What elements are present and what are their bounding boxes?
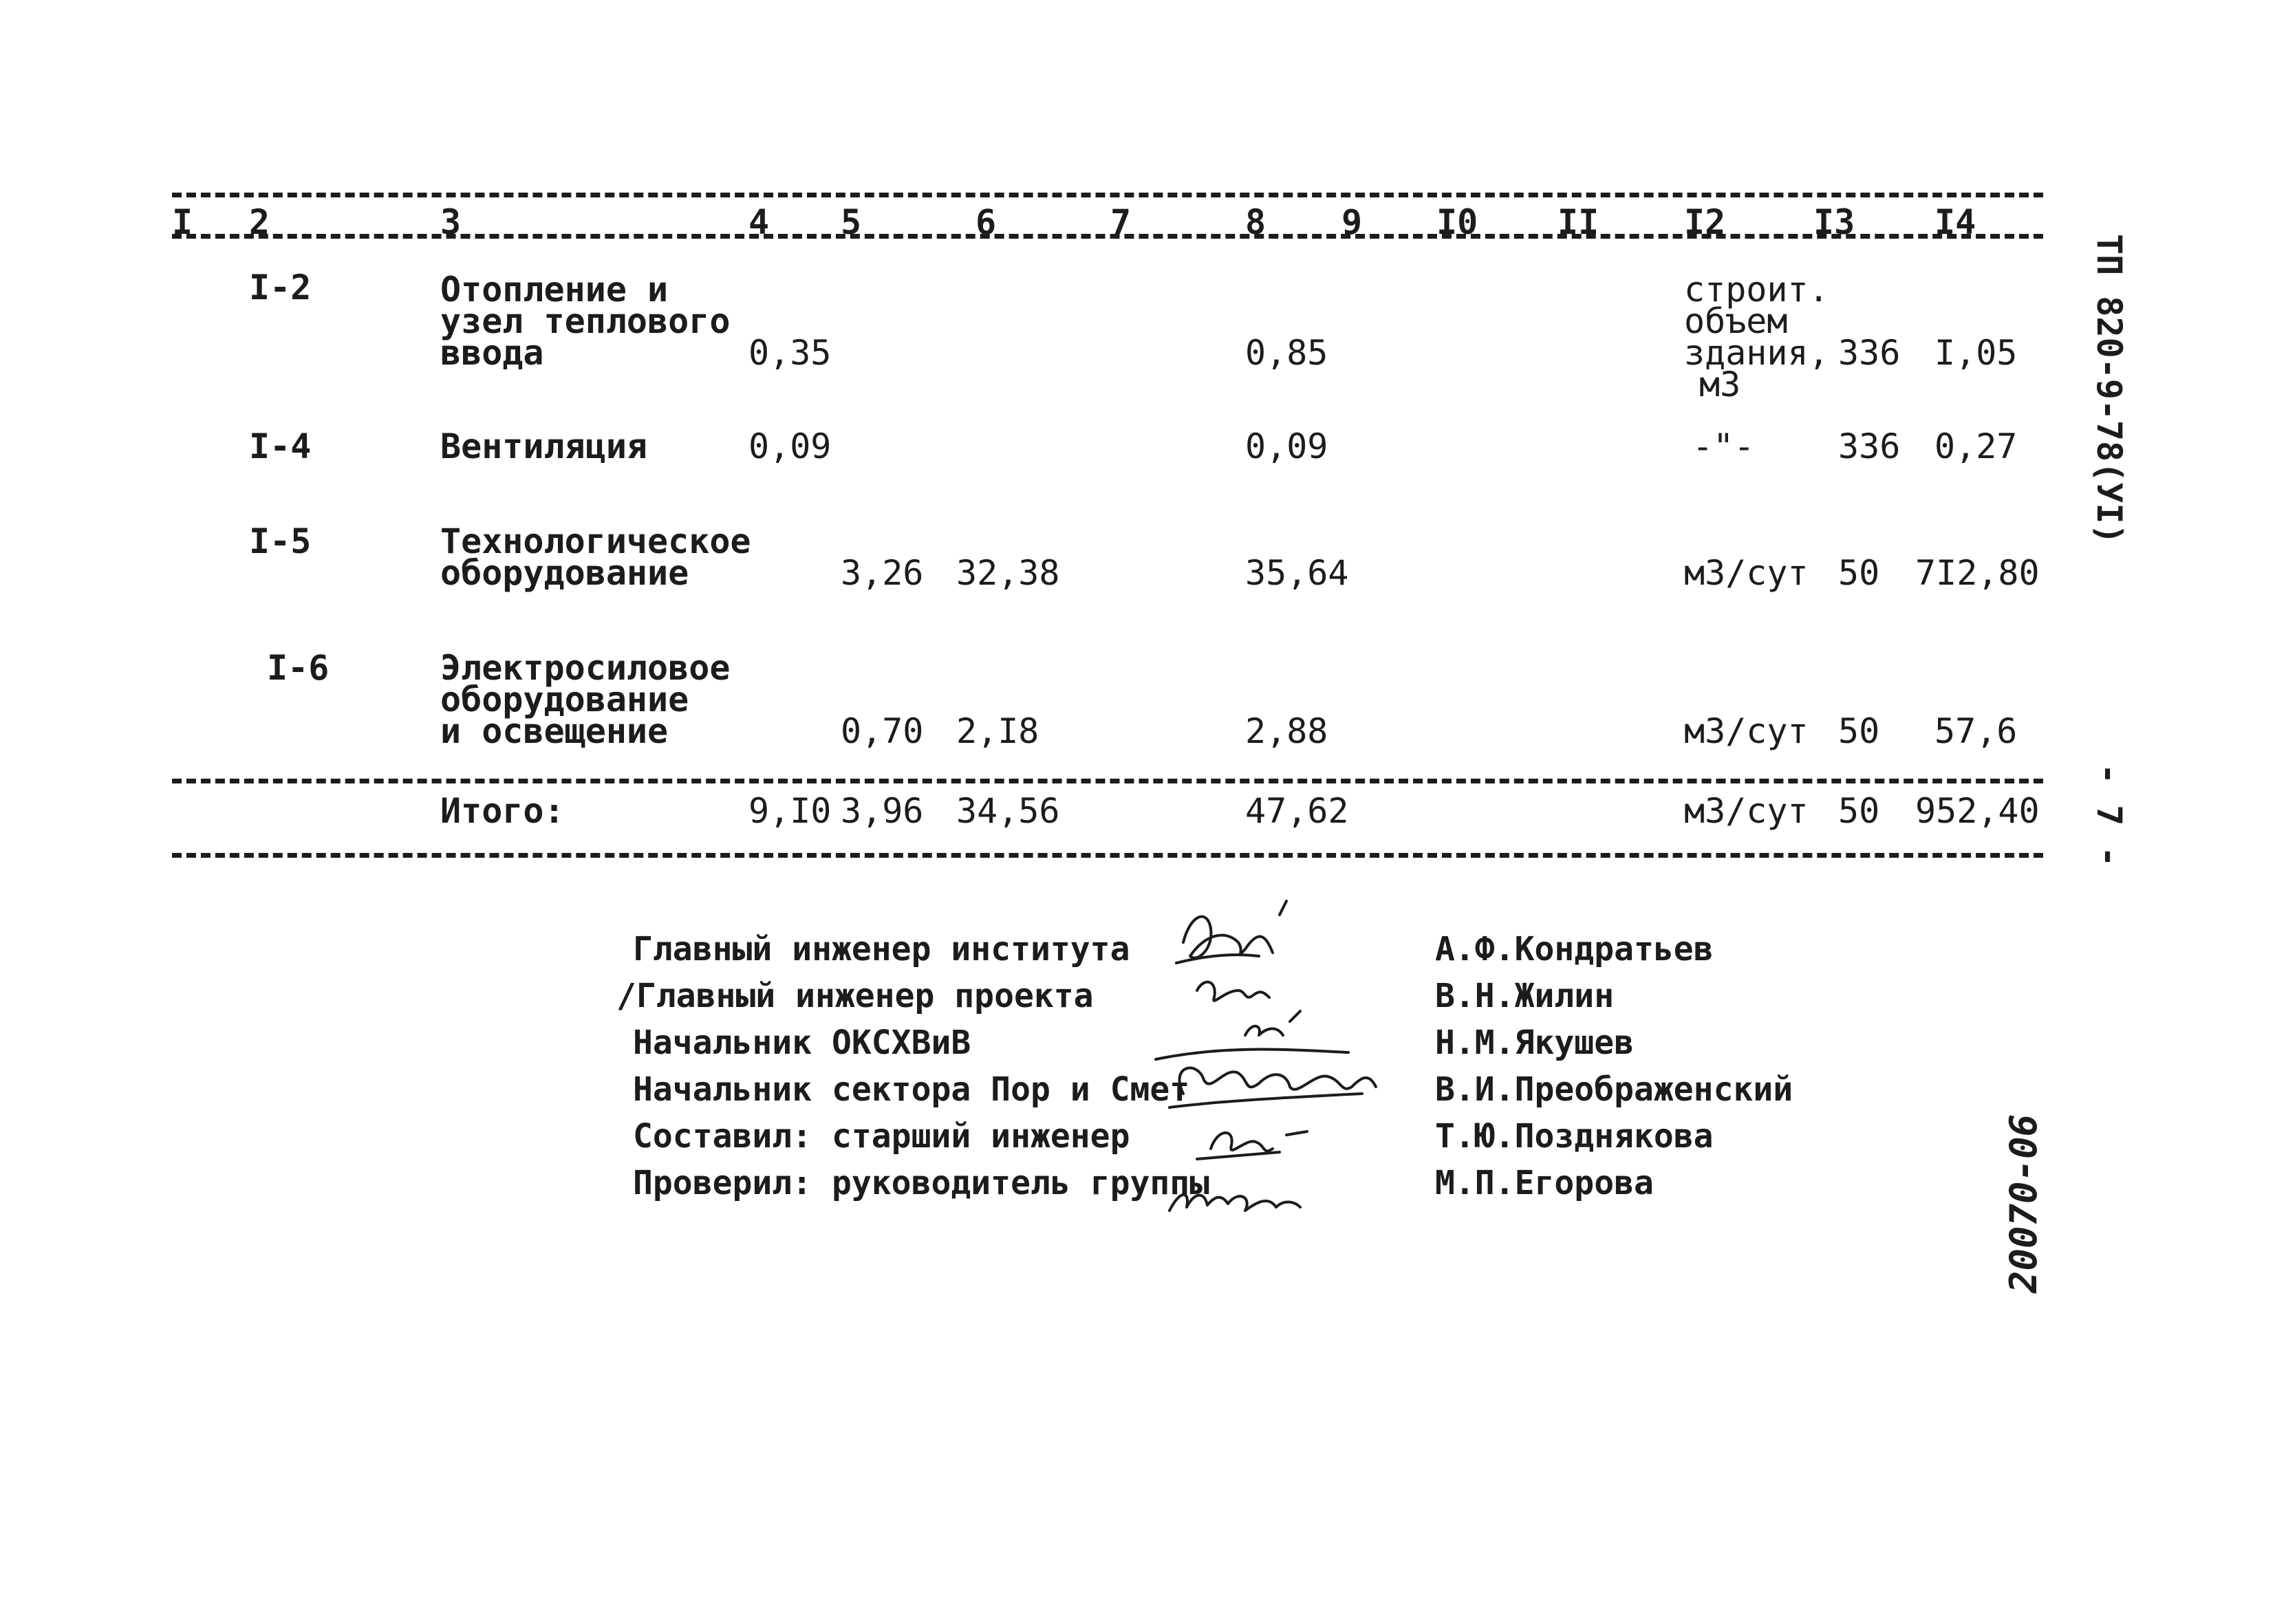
column-header: II: [1557, 202, 1599, 242]
cell-col5: 0,70: [841, 711, 924, 751]
signature-name: А.Ф.Кондратьев: [1435, 930, 1714, 968]
table-top-rule: [172, 193, 2043, 197]
column-header: 2: [249, 202, 270, 242]
column-header: I0: [1436, 202, 1478, 242]
cell-col13: 50: [1838, 553, 1880, 593]
cell-col8: 35,64: [1245, 553, 1349, 593]
cell-col13: 336: [1838, 333, 1901, 373]
signature-role: Главный инженер института: [633, 930, 1130, 968]
signature-name: В.Н.Жилин: [1435, 977, 1615, 1015]
cell-col14: 57,6: [1934, 711, 2018, 751]
archive-number: [2002, 1114, 2050, 1293]
row-name-line: Отопление и: [440, 270, 669, 310]
unit-line: м3: [1699, 365, 1741, 404]
row-number: I-5: [249, 521, 312, 561]
cell-col14: 0,27: [1934, 426, 2018, 466]
column-header: 6: [975, 202, 997, 242]
total-col5: 3,96: [841, 791, 924, 831]
cell-col8: 2,88: [1245, 711, 1328, 751]
total-col8: 47,62: [1245, 791, 1349, 831]
row-name-line: Вентиляция: [440, 426, 648, 466]
unit-line: -"-: [1692, 426, 1755, 466]
table-total-rule: [172, 779, 2043, 783]
side-document-code-text: ТП 820-9-78(УI): [2089, 234, 2129, 545]
page-number: [2088, 764, 2129, 867]
unit-line: здания,: [1684, 333, 1829, 373]
unit-line: м3/сут: [1684, 553, 1809, 593]
cell-col4: 0,35: [748, 333, 832, 373]
handwritten-signatures: [1142, 887, 1445, 1231]
column-header: I2: [1684, 202, 1726, 242]
column-header: 9: [1341, 202, 1363, 242]
unit-line: объем: [1684, 301, 1788, 341]
unit-line: м3/сут: [1684, 711, 1809, 751]
signature-role: Начальник ОКСХВиВ: [633, 1024, 971, 1062]
unit-line: строит.: [1684, 270, 1829, 310]
total-unit: м3/сут: [1684, 791, 1809, 831]
row-name-line: и освещение: [440, 711, 669, 751]
row-name-line: оборудование: [440, 680, 689, 719]
side-document-code: [2088, 234, 2129, 545]
column-header: 7: [1110, 202, 1132, 242]
row-number: I-6: [267, 648, 330, 688]
table-bottom-rule: [172, 853, 2043, 858]
signature-name: В.И.Преображенский: [1435, 1070, 1793, 1109]
signature-name: Т.Ю.Позднякова: [1435, 1117, 1714, 1156]
column-header: I3: [1813, 202, 1855, 242]
row-number: I-2: [249, 268, 312, 307]
signature-name: М.П.Егорова: [1435, 1164, 1654, 1202]
total-col13: 50: [1838, 791, 1880, 831]
row-number: I-4: [249, 426, 312, 466]
archive-number-text: 20070-06: [2002, 1114, 2045, 1293]
cell-col6: 2,I8: [956, 711, 1039, 751]
total-col4: 9,I0: [748, 791, 832, 831]
signature-role: /Главный инженер проекта: [616, 977, 1094, 1015]
row-name-line: Электросиловое: [440, 648, 731, 688]
cell-col8: 0,85: [1245, 333, 1328, 373]
cell-col14: 7I2,80: [1915, 553, 2040, 593]
signature-role: Начальник сектора Пор и Смет: [633, 1070, 1190, 1109]
cell-col4: 0,09: [748, 426, 832, 466]
cell-col8: 0,09: [1245, 426, 1328, 466]
row-name-line: узел теплового: [440, 301, 731, 341]
column-header: I: [172, 202, 193, 242]
column-header: 5: [841, 202, 862, 242]
column-header: 4: [748, 202, 770, 242]
signature-role: Проверил: руководитель группы: [633, 1164, 1210, 1202]
cell-col13: 336: [1838, 426, 1901, 466]
cell-col6: 32,38: [956, 553, 1060, 593]
total-label: Итого:: [440, 791, 565, 831]
row-name-line: ввода: [440, 333, 544, 373]
column-header: I4: [1934, 202, 1976, 242]
signature-role: Составил: старший инженер: [633, 1117, 1130, 1156]
cell-col14: I,05: [1934, 333, 2018, 373]
cell-col13: 50: [1838, 711, 1880, 751]
total-col14: 952,40: [1915, 791, 2040, 831]
total-col6: 34,56: [956, 791, 1060, 831]
signature-name: Н.М.Якушев: [1435, 1024, 1634, 1062]
page-number-text: - 7 -: [2089, 764, 2129, 867]
column-header: 8: [1245, 202, 1266, 242]
row-name-line: Технологическое: [440, 521, 751, 561]
row-name-line: оборудование: [440, 553, 689, 593]
cell-col5: 3,26: [841, 553, 924, 593]
column-header: 3: [440, 202, 462, 242]
